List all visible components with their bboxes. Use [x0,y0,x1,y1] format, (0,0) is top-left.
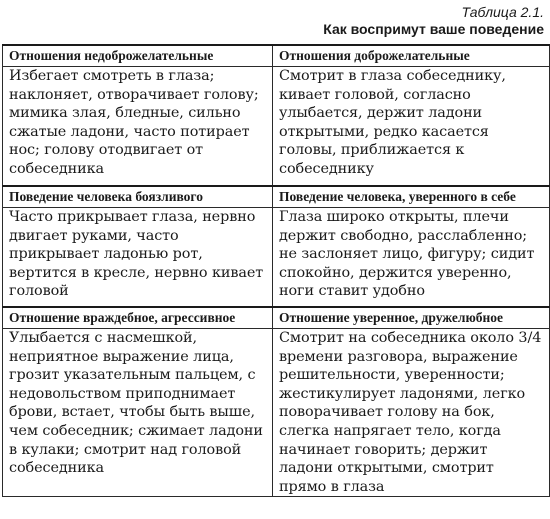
header-cell-right: Поведение человека, уверенного в себе [273,186,550,208]
header-cell-left: Отношения недоброжелательные [3,45,273,67]
table-row [3,67,550,187]
table-header-row [3,307,550,329]
cell-text: Смотрит на собеседника около 3/4 времени разговора, выражение решительности, уверенности; жестикулирует ладонями, легко поворачивает голову на бок, слегка напрягает тело, когда начинает говорить; держит ладони открытыми, смотрит прямо в глаза [279,330,542,495]
table-cell-left [3,67,273,187]
table-cell-right [273,67,550,187]
table-title: Как воспримут ваше поведение [323,21,544,37]
table-caption [323,4,544,38]
table-row [3,208,550,308]
table-number: Таблица 2.1. [461,4,544,20]
behavior-table [2,44,550,497]
cell-text: Часто прикрывает глаза, нервно двигает руками, часто прикрывает ладонью рот, вертится в кресле, нервно кивает головой [9,209,264,300]
cell-text: Смотрит в глаза собеседнику, кивает головой, согласно улыбается, держит ладони открытыми, редко касается головы, приближается к собеседнику [279,68,506,177]
table-header-row [3,45,550,67]
table-header-row [3,186,550,208]
table-cell-left [3,208,273,308]
header-cell-left: Отношение враждебное, агрессивное [3,307,273,329]
table-cell-right [273,208,550,308]
cell-text: Избегает смотреть в глаза; наклоняет, отворачивает голову; мимика злая, бледные, сильно сжатые ладони, часто потирает нос; голову отодвигает от собеседника [9,68,259,177]
cell-text: Улыбается с насмешкой, неприятное выражение лица, грозит указательным пальцем, с недовольством приподнимает брови, встает, чтобы быть выше, чем собеседник; сжимает ладони в кулаки; смотрит над головой собеседника [9,330,263,477]
header-cell-right: Отношение уверенное, дружелюбное [273,307,550,329]
cell-text: Глаза широко открыты, плечи держит свободно, расслабленно; не заслоняет лицо, фигуру; сидит спокойно, держится уверенно, ноги ставит удобно [279,209,535,300]
table-cell-right [273,329,550,497]
header-cell-left: Поведение человека боязливого [3,186,273,208]
table-row [3,329,550,497]
header-cell-right: Отношения доброжелательные [273,45,550,67]
table-cell-left [3,329,273,497]
